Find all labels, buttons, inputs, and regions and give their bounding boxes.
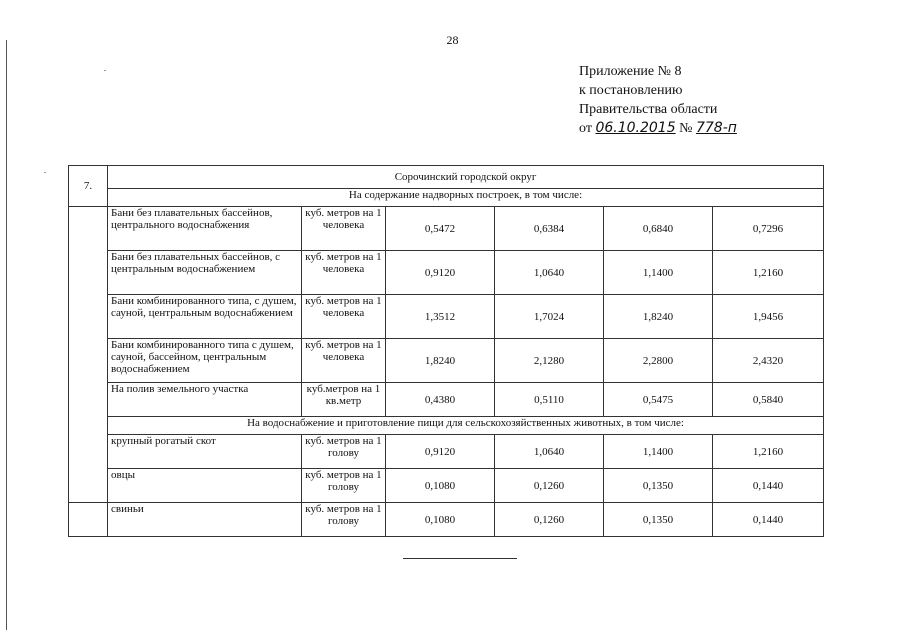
group1-title: На содержание надворных построек, в том числе: <box>108 189 824 207</box>
table-row <box>69 295 824 339</box>
value-cell: 1,3512 <box>386 295 495 339</box>
value-cell: 1,8240 <box>604 295 713 339</box>
row-unit: куб.метров на 1 кв.метр <box>302 383 386 417</box>
value-cell: 2,2800 <box>604 339 713 383</box>
appendix-line-3: Правительства области <box>579 102 718 117</box>
row-name: На полив земельного участка <box>108 383 302 417</box>
value-cell: 1,1400 <box>604 435 713 469</box>
value-cell: 0,9120 <box>386 251 495 295</box>
value-cell: 1,2160 <box>713 251 824 295</box>
value-cell: 1,0640 <box>495 435 604 469</box>
value-cell: 0,5472 <box>386 207 495 251</box>
row-unit: куб. метров на 1 человека <box>302 207 386 251</box>
value-cell: 2,4320 <box>713 339 824 383</box>
value-cell: 0,1260 <box>495 503 604 537</box>
table-row <box>69 251 824 295</box>
value-cell: 0,6384 <box>495 207 604 251</box>
value-cell: 0,1080 <box>386 469 495 503</box>
row-unit: куб. метров на 1 человека <box>302 295 386 339</box>
norms-table <box>68 165 824 537</box>
value-cell: 0,7296 <box>713 207 824 251</box>
section-title: Сорочинский городской округ <box>108 166 824 189</box>
value-cell: 0,1440 <box>713 503 824 537</box>
section-number-spacer <box>69 503 108 537</box>
value-cell: 0,1080 <box>386 503 495 537</box>
value-cell: 0,5110 <box>495 383 604 417</box>
row-name: овцы <box>108 469 302 503</box>
value-cell: 1,7024 <box>495 295 604 339</box>
appendix-line-1: Приложение № 8 <box>579 64 682 79</box>
group2-title: На водоснабжение и приготовление пищи для сельскохозяйственных животных, в том числе: <box>108 417 824 435</box>
value-cell: 0,9120 <box>386 435 495 469</box>
value-cell: 0,1440 <box>713 469 824 503</box>
value-cell: 0,4380 <box>386 383 495 417</box>
row-unit: куб. метров на 1 голову <box>302 503 386 537</box>
handwritten-date: 06.10.2015 <box>595 120 676 136</box>
value-cell: 0,1260 <box>495 469 604 503</box>
table-row <box>69 469 824 503</box>
section-number: 7. <box>69 166 108 207</box>
table-row <box>69 339 824 383</box>
value-cell: 1,0640 <box>495 251 604 295</box>
appendix-line-2: к постановлению <box>579 83 683 98</box>
date-prefix: от <box>579 121 592 136</box>
handwritten-number: 778-п <box>695 120 737 136</box>
row-name: Бани комбинированного типа, с душем, сауной, центральным водоснабжением <box>108 295 302 339</box>
row-name: Бани без плавательных бассейнов, с центральным водоснабжением <box>108 251 302 295</box>
row-name: Бани комбинированного типа с душем, сауной, бассейном, центральным водоснабжением <box>108 339 302 383</box>
value-cell: 0,5475 <box>604 383 713 417</box>
row-unit: куб. метров на 1 человека <box>302 339 386 383</box>
value-cell: 0,1350 <box>604 503 713 537</box>
table-row <box>69 383 824 417</box>
table-row <box>69 503 824 537</box>
row-unit: куб. метров на 1 голову <box>302 469 386 503</box>
scan-left-edge <box>6 40 7 630</box>
row-name: Бани без плавательных бассейнов, центрального водоснабжения <box>108 207 302 251</box>
row-name: свиньи <box>108 503 302 537</box>
end-rule <box>403 558 517 559</box>
value-cell: 1,2160 <box>713 435 824 469</box>
value-cell: 0,6840 <box>604 207 713 251</box>
row-unit: куб. метров на 1 голову <box>302 435 386 469</box>
section-number-spacer <box>69 207 108 503</box>
value-cell: 1,9456 <box>713 295 824 339</box>
value-cell: 0,5840 <box>713 383 824 417</box>
row-name: крупный рогатый скот <box>108 435 302 469</box>
scan-speck <box>44 172 46 173</box>
number-prefix: № <box>679 121 693 136</box>
appendix-date-line <box>579 119 737 138</box>
row-unit: куб. метров на 1 человека <box>302 251 386 295</box>
value-cell: 2,1280 <box>495 339 604 383</box>
page-number: 28 <box>446 33 459 47</box>
appendix-header <box>579 62 737 138</box>
value-cell: 0,1350 <box>604 469 713 503</box>
value-cell: 1,1400 <box>604 251 713 295</box>
scan-speck <box>104 70 106 71</box>
value-cell: 1,8240 <box>386 339 495 383</box>
table-row <box>69 435 824 469</box>
table-row <box>69 207 824 251</box>
